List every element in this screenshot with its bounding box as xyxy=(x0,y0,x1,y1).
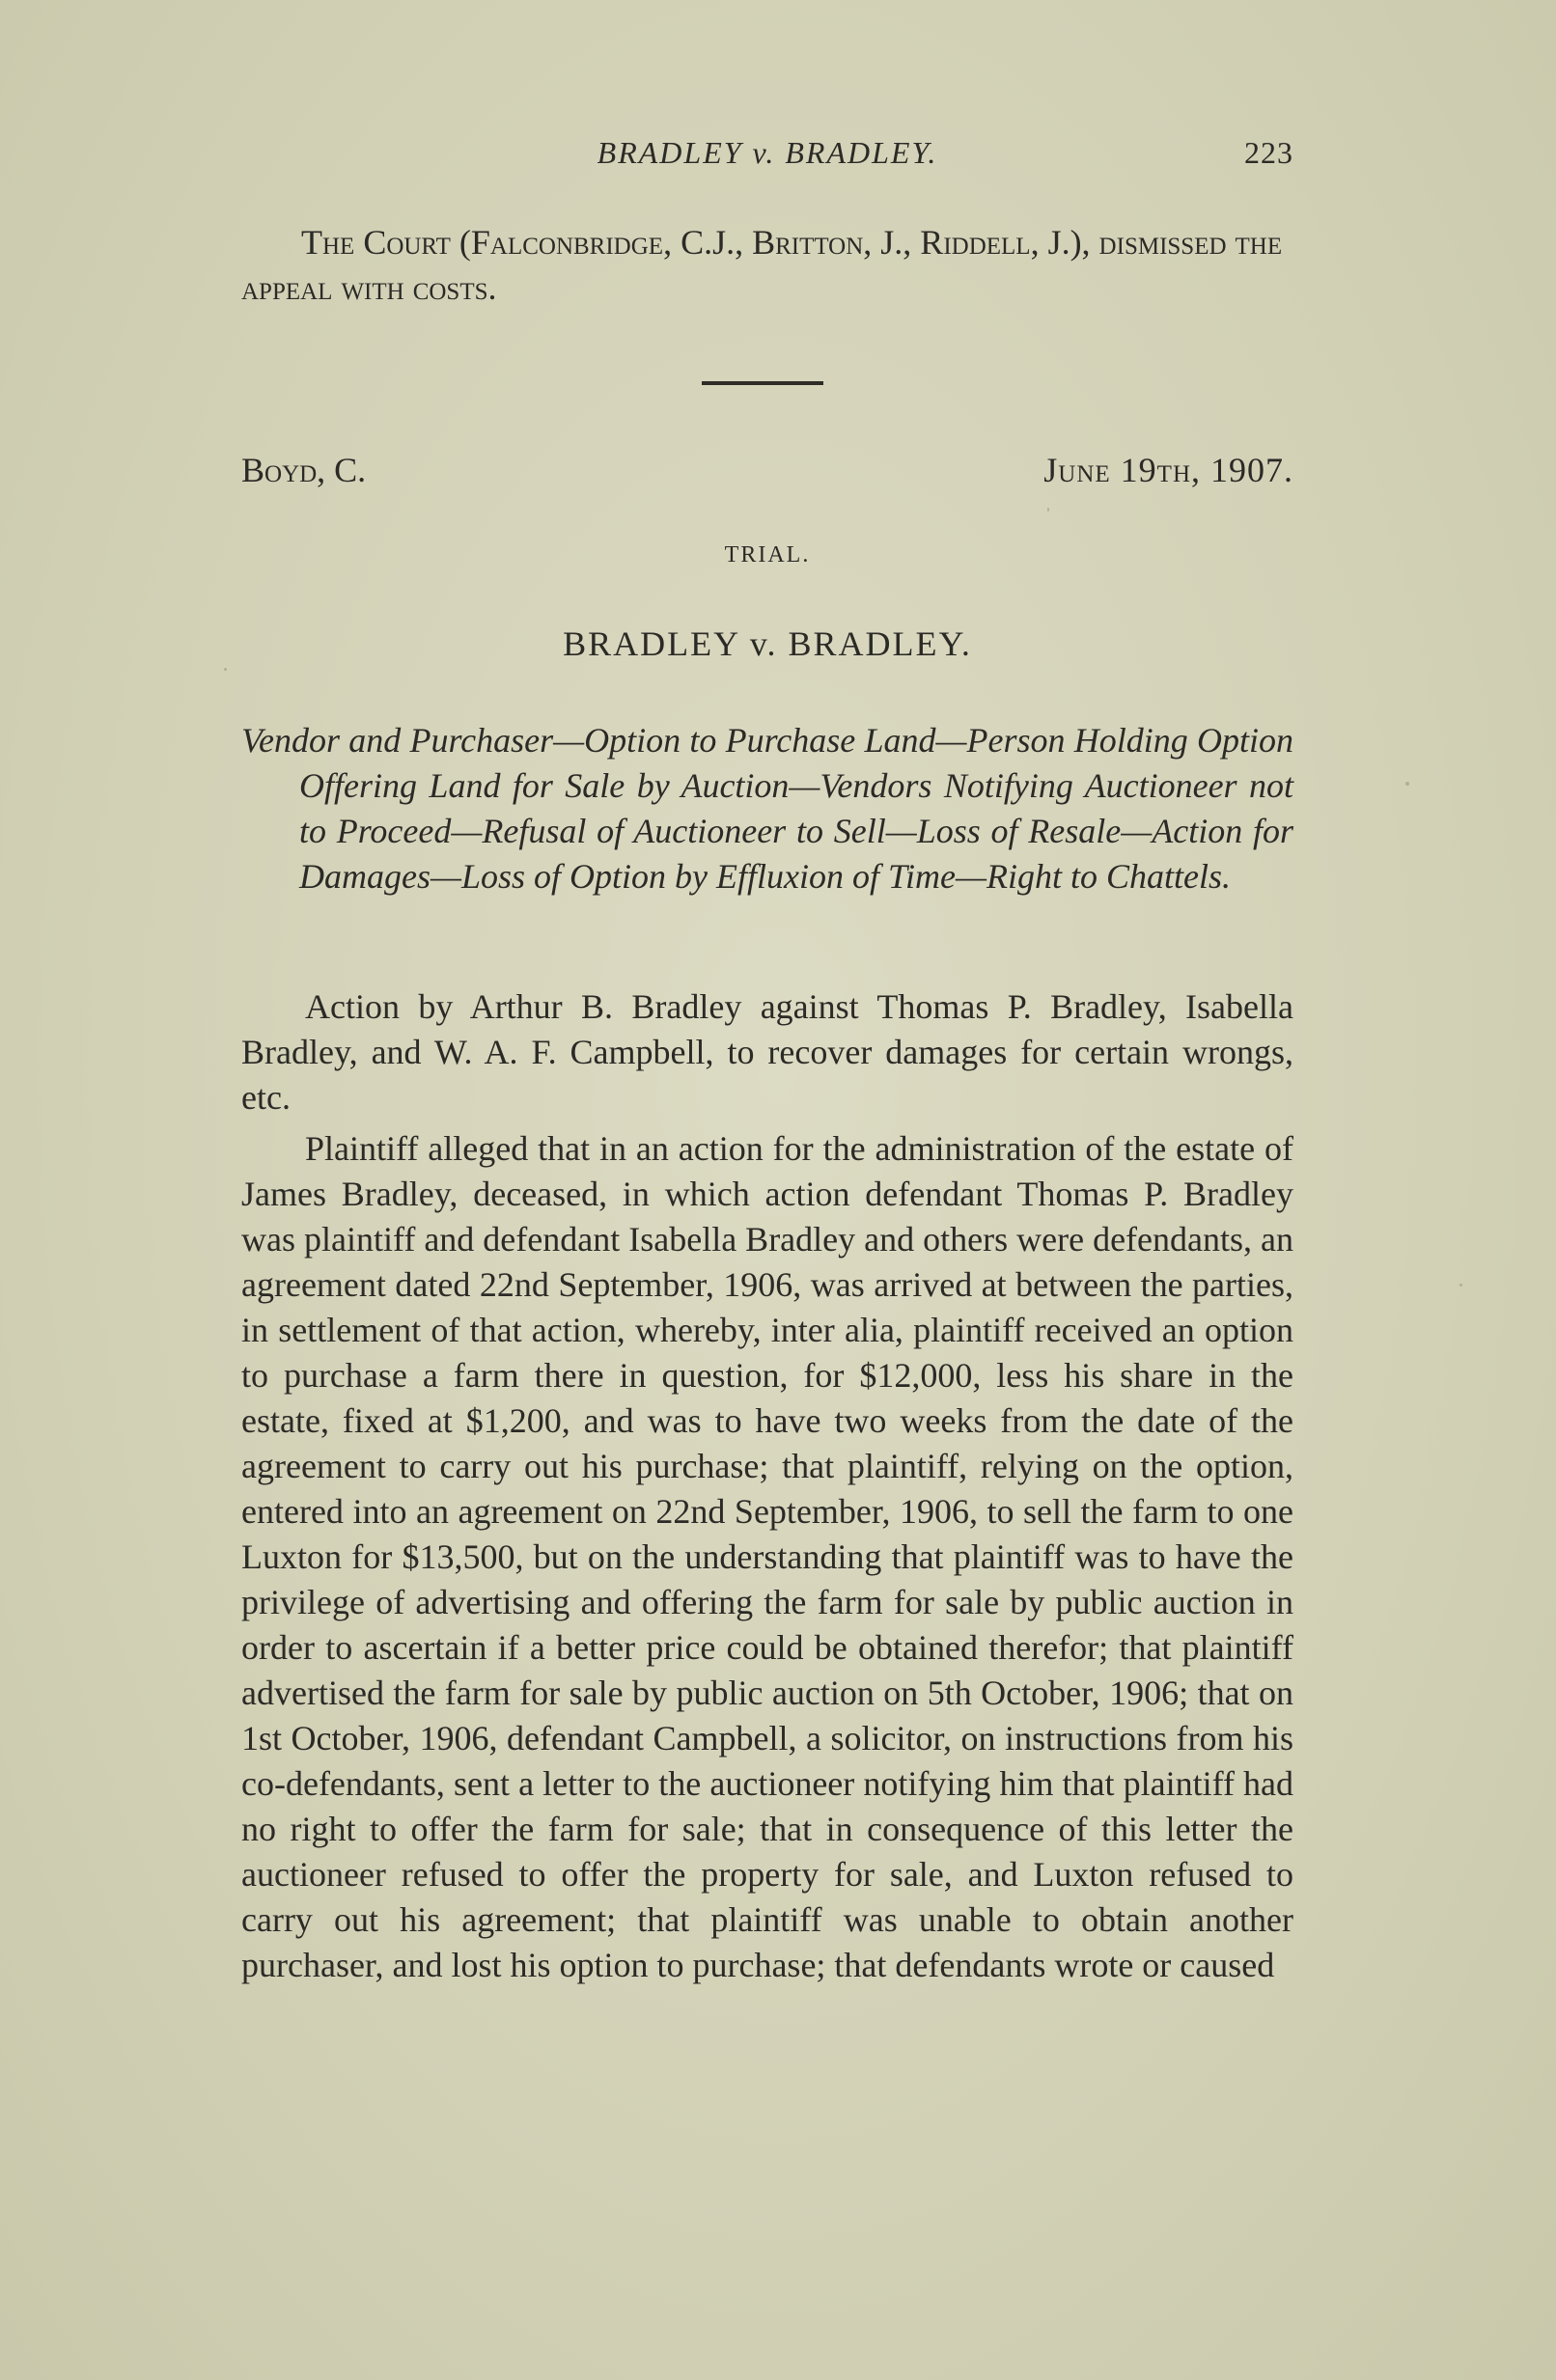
decision-header xyxy=(241,450,1293,498)
paper-speck xyxy=(1405,782,1409,786)
decision-date: June 19th, 1907. xyxy=(1043,451,1293,489)
paper-speck xyxy=(1459,1284,1462,1287)
paragraph-action: Action by Arthur B. Bradley against Thomas P. Bradley, Isabella Bradley, and W. A. F. Campbell, to recover damages for certain wrongs, etc. xyxy=(241,987,1293,1117)
paper-speck xyxy=(1047,508,1049,512)
running-head-title: BRADLEY v. BRADLEY. xyxy=(597,135,938,170)
court-label: The Court xyxy=(301,223,451,262)
page-number: 223 xyxy=(1244,135,1293,170)
catchwords: Vendor and Purchaser—Option to Purchase Land—Person Holding Option Offering Land for Sale by Auction—Vendors Notifying Auctioneer not to Proceed—Refusal of Auctioneer to Sell—Loss of Resale—Action for Damages—Loss of Option by Effluxion of Time—Right to Chattels. xyxy=(241,721,1293,896)
running-head xyxy=(241,135,1293,183)
paper-speck xyxy=(224,668,227,671)
case-title: BRADLEY v. BRADLEY. xyxy=(563,624,972,663)
judge-name: Boyd, C. xyxy=(241,451,367,489)
paragraph-allegations: Plaintiff alleged that in an action for the administration of the estate of James Bradley, deceased, in which action defendant Thomas P. Bradley was plaintiff and defendant Isabella Bradley and others were defendants, an agreement dated 22nd September, 1906, was arrived at between the parties, in settlement of that action, whereby, inter alia, plaintiff received an option to purchase a farm there in question, for $12,000, less his share in the estate, fixed at $1,200, and was to have two weeks from the date of the agreement to carry out his purchase; that plaintiff, relying on the option, entered into an agreement on 22nd September, 1906, to sell the farm to one Luxton for $13,500, but on the understanding that plaintiff was to have the privilege of advertising and offering the farm for sale by public auction in order to ascertain if a better price could be obtained therefor; that plaintiff advertised the farm for sale by public auction on 5th October, 1906; that on 1st October, 1906, defendant Campbell, a solicitor, on instructions from his co-defendants, sent a letter to the auctioneer notifying him that plaintiff had no right to offer the farm for sale; that in consequence of this letter the auctioneer refused to offer the property for sale, and Luxton refused to carry out his agreement; that plaintiff was unable to obtain another purchaser, and lost his option to purchase; that defendants wrote or caused xyxy=(241,1129,1293,1984)
body-text xyxy=(241,984,1293,1994)
court-disposition-text: (Falconbridge, C.J., Britton, J., Riddell, J.), dismissed the appeal with costs. xyxy=(241,223,1283,307)
section-divider xyxy=(702,381,823,385)
trial-label: TRIAL. xyxy=(724,542,811,567)
court-disposition xyxy=(241,220,1293,311)
